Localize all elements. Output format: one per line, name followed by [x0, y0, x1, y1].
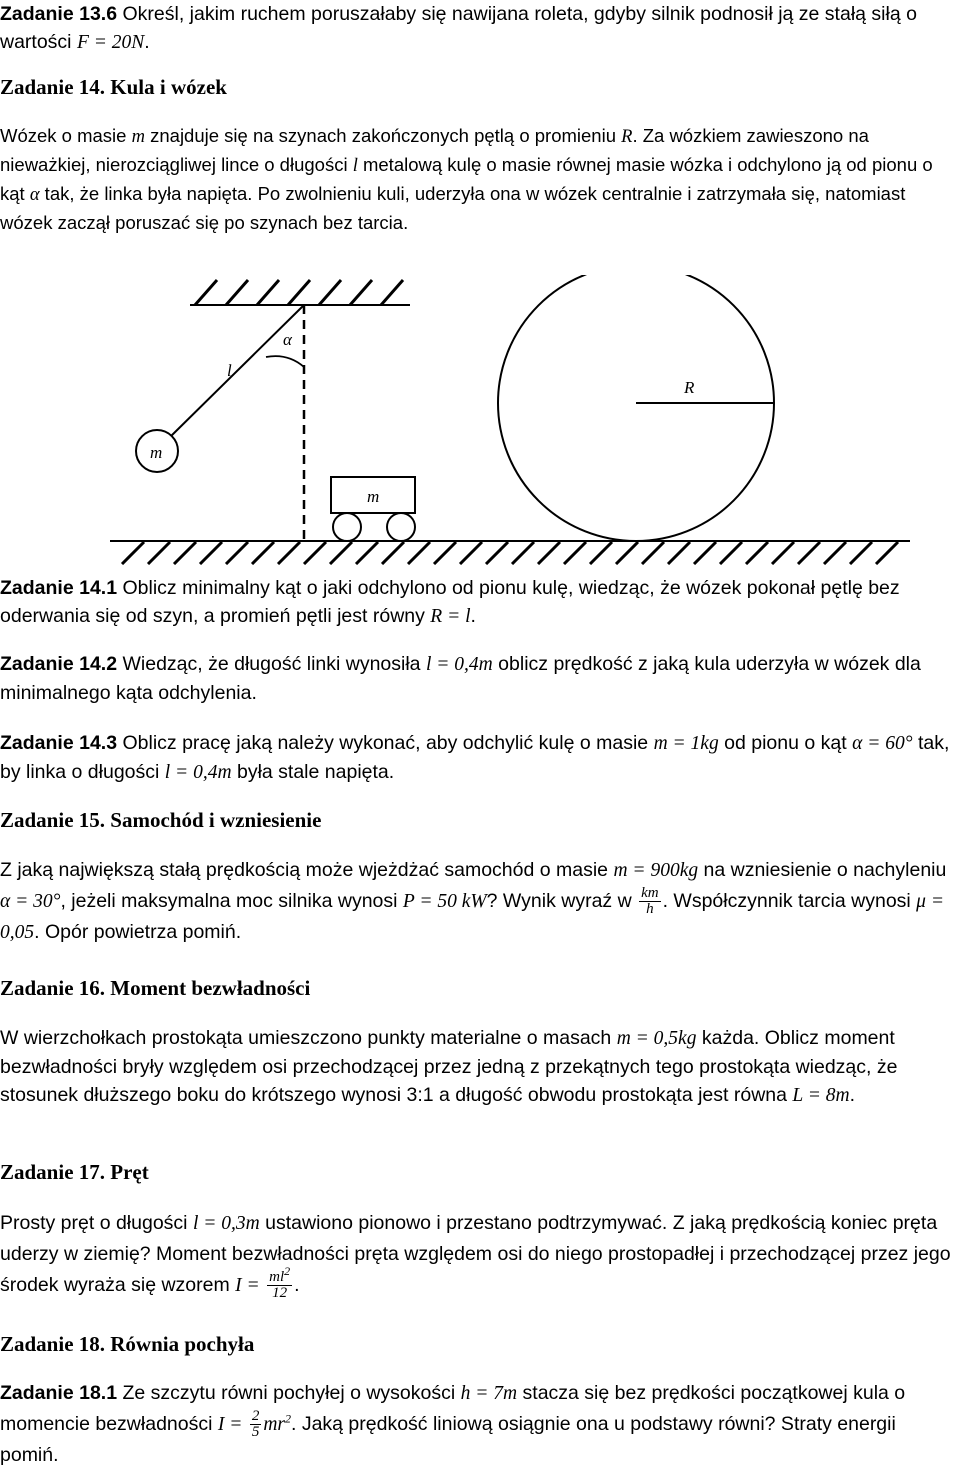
math-expression: m = 1kg — [653, 733, 719, 754]
cart-wheel-right — [387, 513, 415, 541]
pendulum-string — [167, 305, 304, 440]
fraction-denominator: 12 — [272, 1285, 288, 1302]
label-alpha: α — [283, 330, 292, 349]
task-text: na wzniesienie o nachyleniu — [698, 859, 947, 881]
task-14-2 — [0, 650, 956, 707]
ground-hatch-mark — [876, 542, 898, 564]
ground-hatch-mark — [720, 542, 742, 564]
ground-hatch-mark — [252, 542, 274, 564]
ground-hatch-mark — [564, 542, 586, 564]
ground-hatch-mark — [512, 542, 534, 564]
math-expression: F = 20N — [76, 32, 145, 53]
math-expression: R = l — [430, 606, 471, 627]
ground-hatch-mark — [694, 542, 716, 564]
fraction-denominator: h — [646, 901, 654, 918]
ground-hatch-mark — [850, 542, 872, 564]
ground-hatch-mark — [278, 542, 300, 564]
task-text: ? Wynik wyraź w — [486, 890, 638, 912]
task-text: Prosty pręt o długości — [0, 1212, 193, 1234]
ground-hatch-mark — [616, 542, 638, 564]
exponent: 2 — [284, 1264, 291, 1279]
task-text: W wierzchołkach prostokąta umieszczono punkty materialne o masach — [0, 1027, 617, 1049]
ground-hatch-mark — [174, 542, 196, 564]
task-15-text — [0, 855, 956, 948]
angle-arc — [266, 356, 304, 367]
math-expression: I = — [235, 1275, 260, 1296]
ground-hatch-mark — [408, 542, 430, 564]
math-expression: h = 7m — [460, 1383, 518, 1404]
ground-hatch-mark — [798, 542, 820, 564]
task-label: Zadanie 13.6 — [0, 3, 118, 25]
task-text: od pionu o kąt — [718, 732, 853, 754]
intro-text: metalową kulę o masie równej masie wózka i odchylono ją od pionu o kąt — [0, 154, 933, 204]
ground-hatch-mark — [148, 542, 170, 564]
math-expression: α = 60° — [852, 733, 913, 754]
task-label: Zadanie 18.1 — [0, 1382, 118, 1404]
ground-hatch-mark — [824, 542, 846, 564]
ground-hatch-mark — [122, 542, 144, 564]
ground-hatch-mark — [200, 542, 222, 564]
math-symbol: α — [29, 185, 40, 205]
intro-text: . Za wózkiem zawieszono na nieważkiej, nierozciągliwej lince o długości — [0, 125, 869, 175]
label-m-cart: m — [367, 487, 380, 506]
ceiling-hatch — [195, 280, 403, 305]
ground-hatch-mark — [746, 542, 768, 564]
ground-hatch — [122, 542, 898, 564]
task-label: Zadanie 14.1 — [0, 577, 118, 599]
task-16-text — [0, 1024, 956, 1110]
ground-hatch-mark — [668, 542, 690, 564]
task-label: Zadanie 14.2 — [0, 653, 118, 675]
task-text: oblicz prędkość z jaką kula uderzyła w wózek dla minimalnego kąta odchylenia. — [0, 653, 921, 704]
task-label: Zadanie 14.3 — [0, 732, 118, 754]
ground-hatch-mark — [226, 542, 248, 564]
task-text: Określ, jakim ruchem poruszałaby się nawijana roleta, gdyby silnik podnosił ją ze stałą siłą o wartości — [0, 3, 917, 53]
ground-hatch-mark — [382, 542, 404, 564]
task-text: każda. Oblicz moment bezwładności bryły względem osi przechodzącej przez jedną z przekątnych tego prostokąta wiedząc, że stosunek dłuższego boku do krótszego wynosi 3:1 a długość obwodu prostokąta jest równa — [0, 1027, 898, 1106]
label-l: l — [227, 361, 232, 380]
fraction-numerator: km — [641, 885, 659, 902]
task-text: Ze szczytu równi pochyłej o wysokości — [117, 1382, 461, 1404]
task-text: Z jaką największą stałą prędkością może wjeżdżać samochód o masie — [0, 859, 614, 881]
math-expression: l = 0,4m — [425, 654, 493, 675]
ground-hatch-mark — [590, 542, 612, 564]
task-18-1 — [0, 1378, 956, 1471]
task-text: . — [144, 31, 150, 53]
ground-hatch-mark — [330, 542, 352, 564]
label-R: R — [684, 378, 695, 397]
math-expression: I = — [217, 1414, 243, 1435]
task-text: . Jaką prędkość liniową osiągnie ona u podstawy równi? Straty energii pomiń. — [0, 1413, 896, 1467]
task-14-3 — [0, 729, 956, 787]
task-14-1 — [0, 574, 956, 631]
loop-circle — [498, 275, 774, 541]
math-expression: m = 0,5kg — [616, 1028, 697, 1049]
task-text: Wiedząc, że długość linki wynosiła — [117, 653, 426, 675]
fraction-ml2-12 — [267, 1264, 292, 1302]
task-17-heading: Zadanie 17. Pręt — [0, 1160, 149, 1184]
task-text: . — [470, 605, 476, 627]
fraction-denominator: 5 — [251, 1424, 260, 1441]
ground-hatch-mark — [304, 542, 326, 564]
task-text: ustawiono pionowo i przestano podtrzymywać. Z jaką prędkością koniec pręta uderzy w ziemię? Moment bezwładności pręta względem osi do niego prostopadłej i przechodzącej przez jego środek wyraża się wzorem — [0, 1212, 951, 1296]
math-expression: μ = 0,05 — [0, 891, 944, 944]
intro-text: znajduje się na szynach zakończonych pętlą o promieniu — [144, 125, 622, 146]
task-text: , jeżeli maksymalna moc silnika wynosi — [60, 890, 403, 912]
fraction-km-h — [639, 886, 661, 917]
task-18-heading: Zadanie 18. Równia pochyła — [0, 1332, 255, 1356]
task-text: stacza się bez prędkości początkowej kula o momencie bezwładności — [0, 1382, 906, 1435]
ground-hatch-mark — [538, 542, 560, 564]
exponent: 2 — [284, 1411, 291, 1426]
fraction-2-5 — [250, 1409, 262, 1440]
math-expression: α = 30° — [0, 891, 61, 912]
intro-text: tak, że linka była napięta. Po zwolnieniu kuli, uderzyła ona w wózek centralnie i zatrzymała się, natomiast wózek zaczął poruszać się po szynach bez tarcia. — [0, 183, 906, 233]
cart-loop-diagram — [0, 275, 960, 565]
task-text: . — [294, 1274, 300, 1296]
fraction-numerator-base: ml — [269, 1269, 285, 1286]
task-text: Oblicz pracę jaką należy wykonać, aby odchylić kulę o masie — [117, 732, 654, 754]
task-17-text — [0, 1208, 956, 1301]
math-symbol: m — [131, 127, 145, 147]
fraction-numerator — [267, 1264, 292, 1286]
math-expression — [263, 1411, 291, 1435]
task-13-6 — [0, 0, 956, 57]
math-expression: P = 50 kW — [402, 891, 487, 912]
task-text: . Współczynnik tarcia wynosi — [662, 890, 917, 912]
math-expression: l = 0,4m — [164, 762, 232, 783]
math-symbol: R — [621, 127, 633, 147]
ground-hatch-mark — [772, 542, 794, 564]
math-expression: m = 900kg — [613, 860, 699, 881]
task-text: była stale napięta. — [231, 761, 395, 783]
task-text: . Opór powietrza pomiń. — [34, 921, 242, 944]
task-14-intro — [0, 122, 956, 237]
task-text: . — [849, 1084, 856, 1106]
ground-hatch-mark — [434, 542, 456, 564]
ground-hatch-mark — [642, 542, 664, 564]
label-m-ball: m — [150, 443, 163, 462]
ground-hatch-mark — [460, 542, 482, 564]
math-symbol: l — [352, 156, 358, 176]
math-expression: L = 8m — [792, 1085, 850, 1106]
math-base: mr — [263, 1414, 285, 1435]
cart-wheel-left — [333, 513, 361, 541]
task-15-heading: Zadanie 15. Samochód i wzniesienie — [0, 808, 322, 832]
intro-text: Wózek o masie — [0, 125, 132, 146]
fraction-numerator: 2 — [251, 1408, 260, 1425]
ground-hatch-mark — [356, 542, 378, 564]
task-text: tak, by linka o długości — [0, 732, 950, 783]
math-expression: l = 0,3m — [192, 1213, 260, 1234]
task-14-heading: Zadanie 14. Kula i wózek — [0, 75, 227, 99]
task-16-heading: Zadanie 16. Moment bezwładności — [0, 976, 311, 1000]
task-text: Oblicz minimalny kąt o jaki odchylono od pionu kulę, wiedząc, że wózek pokonał pętlę bez oderwania się od szyn, a promień pętli jest równy — [0, 577, 900, 627]
ground-hatch-mark — [486, 542, 508, 564]
